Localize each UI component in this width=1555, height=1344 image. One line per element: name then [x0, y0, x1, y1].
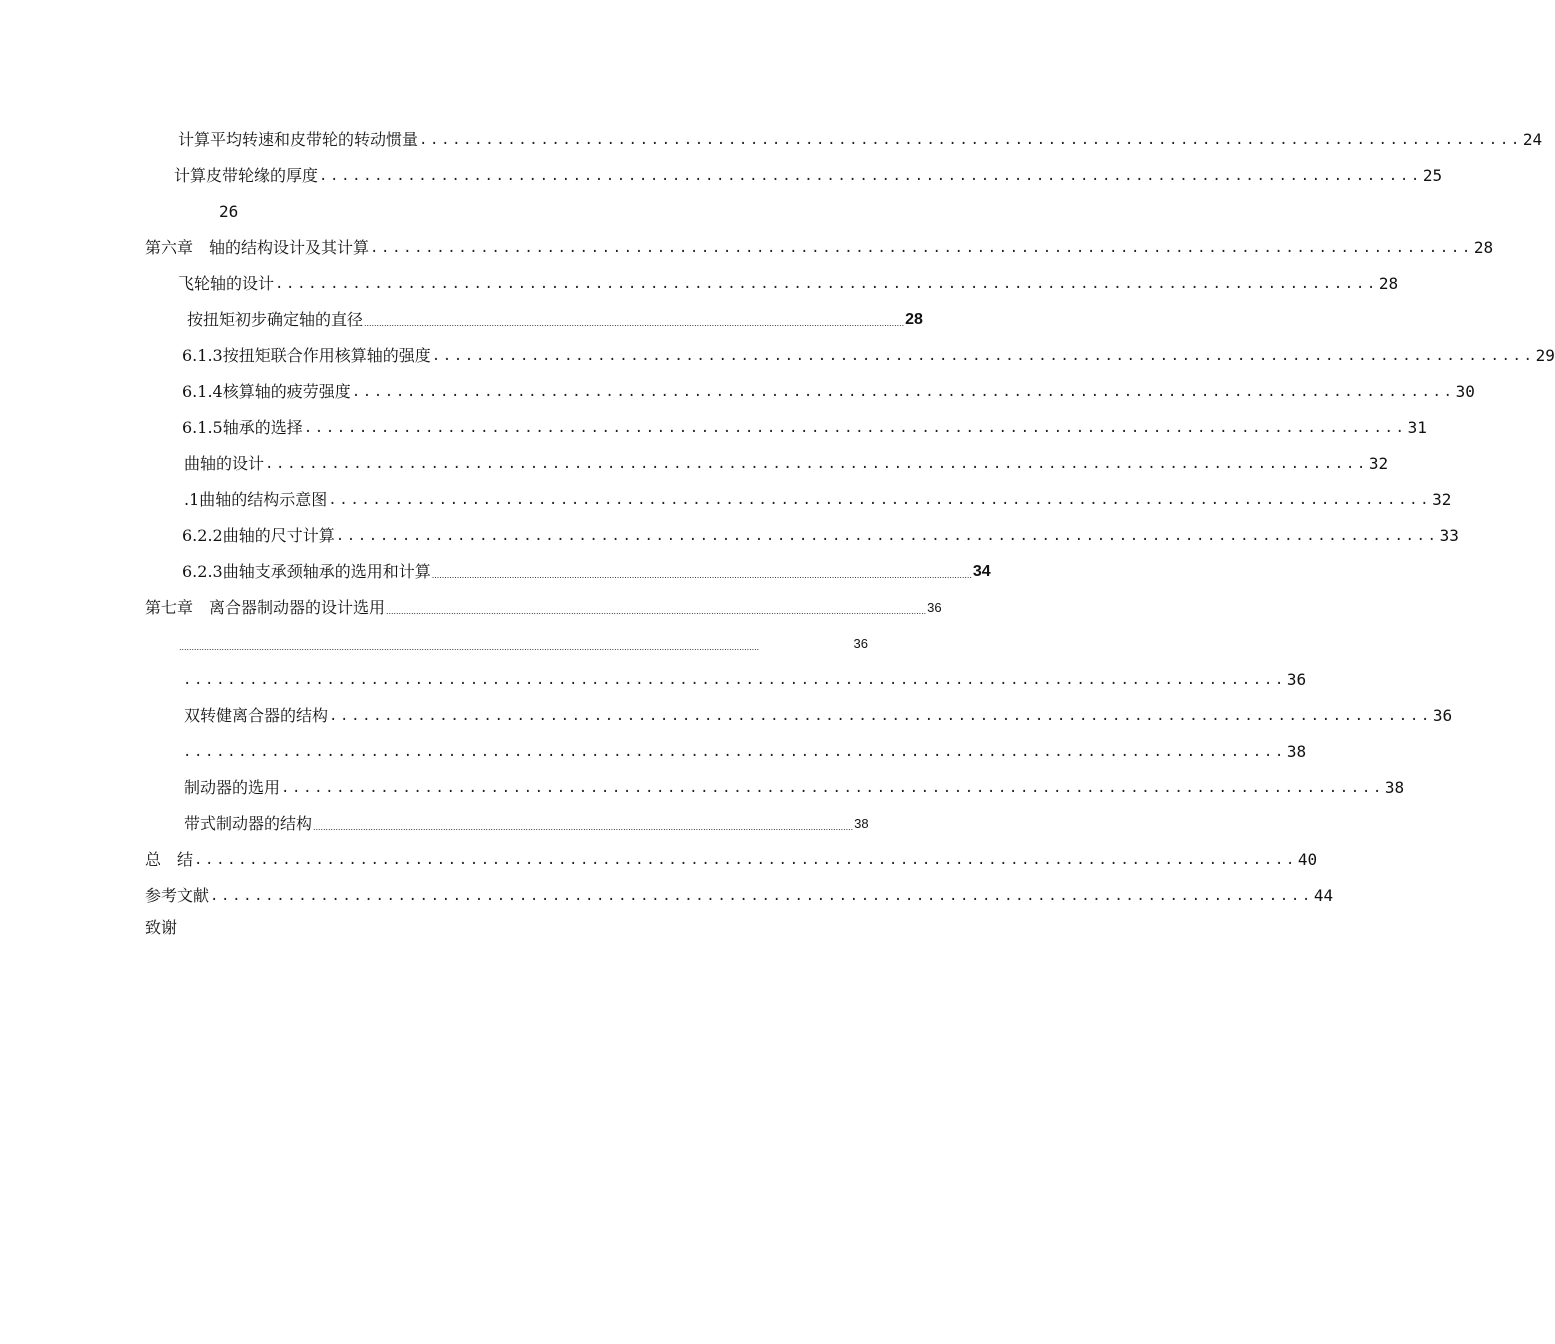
toc-entry[interactable] [187, 306, 923, 330]
toc-entry-title: 带式制动器的结构 [184, 814, 313, 833]
toc-leader-dots: .................................................................................................... [281, 780, 1384, 796]
toc-entry-title: 6.1.5轴承的选择 [182, 418, 303, 437]
toc-leader-dots: .................................................................................................... [329, 708, 1432, 724]
toc-entry-title: 按扭矩初步确定轴的直径 [187, 310, 364, 329]
toc-entry-page: 36 [853, 636, 868, 651]
toc-entry-page: 31 [1407, 418, 1427, 437]
toc-leader-dots: .................................................................................................... [183, 744, 1286, 760]
toc-leader-dots: .................................................................................................... [335, 528, 1439, 544]
toc-entry-page: 38 [1384, 778, 1405, 797]
toc-entry-title: 曲轴的设计 [184, 454, 265, 473]
toc-entry[interactable] [182, 414, 1427, 438]
toc-leader-dots: .................................................................................................... [303, 420, 1407, 436]
toc-entry-page: 25 [1422, 166, 1443, 185]
toc-leader-dots: ........................................................................................................................................................................................................................ [364, 318, 905, 328]
toc-entry[interactable] [184, 450, 1389, 474]
toc-entry[interactable] [184, 810, 868, 834]
toc-entry-title: 6.1.3按扭矩联合作用核算轴的强度 [182, 346, 431, 365]
toc-entry-page: 36 [927, 600, 942, 615]
toc-leader-dots: .................................................................................................... [275, 276, 1378, 292]
toc-leader-dots: .................................................................................................... [431, 348, 1535, 364]
toc-entry-title: 第七章 离合器制动器的设计选用 [145, 598, 386, 617]
toc-entry-page: 33 [1439, 526, 1459, 545]
toc-entry[interactable] [182, 738, 1307, 762]
toc-entry-page: 32 [1368, 454, 1389, 473]
toc-entry[interactable] [182, 666, 1307, 690]
toc-entry-chapter[interactable] [145, 594, 942, 618]
toc-leader-dots: .................................................................................................... [194, 852, 1297, 868]
toc-entry-page: 28 [1473, 238, 1494, 257]
toc-entry-page[interactable]: 26 [219, 202, 239, 221]
toc-leader-dots: ........................................................................................................................................................................................................................ [431, 570, 972, 580]
toc-entry-chapter[interactable] [145, 846, 1318, 870]
toc-entry[interactable] [182, 522, 1459, 546]
toc-entry-page: 34 [972, 563, 991, 580]
toc-entry[interactable] [178, 270, 1399, 294]
toc-entry[interactable] [182, 558, 991, 582]
toc-leader-dots: ........................................................................................................................................................................................................................ [386, 606, 927, 616]
toc-entry-title: 计算皮带轮缘的厚度 [174, 166, 319, 185]
toc-leader-dots: .................................................................................................... [419, 132, 1522, 148]
toc-entry-title: 参考文献 [145, 886, 210, 905]
toc-entry-title: .1曲轴的结构示意图 [184, 490, 328, 509]
toc-leader-dots: .................................................................................................... [328, 492, 1432, 508]
toc-entry[interactable] [184, 486, 1452, 510]
toc-entry-page: 36 [1432, 706, 1453, 725]
toc-entry[interactable] [184, 774, 1405, 798]
toc-entry[interactable] [178, 630, 868, 654]
toc-entry-chapter[interactable] [145, 882, 1334, 906]
toc-entry-page: 36 [1286, 670, 1307, 689]
toc-entry[interactable] [174, 162, 1443, 186]
toc-entry-page: 40 [1297, 850, 1318, 869]
toc-entry-title: 总 结 [145, 850, 194, 869]
toc-entry[interactable] [182, 378, 1475, 402]
toc-entry-page: 28 [1378, 274, 1399, 293]
toc-entry-title: 双转健离合器的结构 [184, 706, 329, 725]
toc-entry-title: 6.1.4核算轴的疲劳强度 [182, 382, 351, 401]
toc-entry-page: 30 [1455, 382, 1475, 401]
toc-entry-title: 制动器的选用 [184, 778, 281, 797]
toc-entry-title: 6.2.3曲轴支承颈轴承的选用和计算 [182, 562, 431, 581]
toc-entry-page: 38 [854, 816, 869, 831]
toc-leader-dots: ........................................................................................................................................................................................................................................ [179, 642, 760, 652]
toc-entry-title: 计算平均转速和皮带轮的转动惯量 [178, 130, 419, 149]
toc-entry-page: 24 [1522, 130, 1543, 149]
toc-leader-dots: .................................................................................................... [183, 672, 1286, 688]
toc-entry-chapter[interactable]: 致谢 [145, 918, 178, 937]
toc-entry-title: 飞轮轴的设计 [178, 274, 275, 293]
toc-leader-dots: .................................................................................................... [265, 456, 1368, 472]
toc-leader-dots: ........................................................................................................................................................................................................................ [313, 822, 854, 832]
toc-entry-page: 28 [905, 311, 923, 328]
toc-entry-page: 44 [1313, 886, 1334, 905]
toc-entry-page: 29 [1535, 346, 1555, 365]
toc-leader-dots: .................................................................................................... [351, 384, 1455, 400]
toc-entry-page: 38 [1286, 742, 1307, 761]
toc-leader-dots: .................................................................................................... [370, 240, 1473, 256]
toc-entry-chapter[interactable] [145, 234, 1494, 258]
toc-entry-title: 6.2.2曲轴的尺寸计算 [182, 526, 335, 545]
toc-entry[interactable] [184, 702, 1453, 726]
toc-entry[interactable] [182, 342, 1555, 366]
toc-entry-title: 第六章 轴的结构设计及其计算 [145, 238, 370, 257]
toc-leader-dots: .................................................................................................... [210, 888, 1313, 904]
toc-entry[interactable] [178, 126, 1543, 150]
toc-entry-page: 32 [1432, 490, 1452, 509]
toc-leader-dots: .................................................................................................... [319, 168, 1422, 184]
